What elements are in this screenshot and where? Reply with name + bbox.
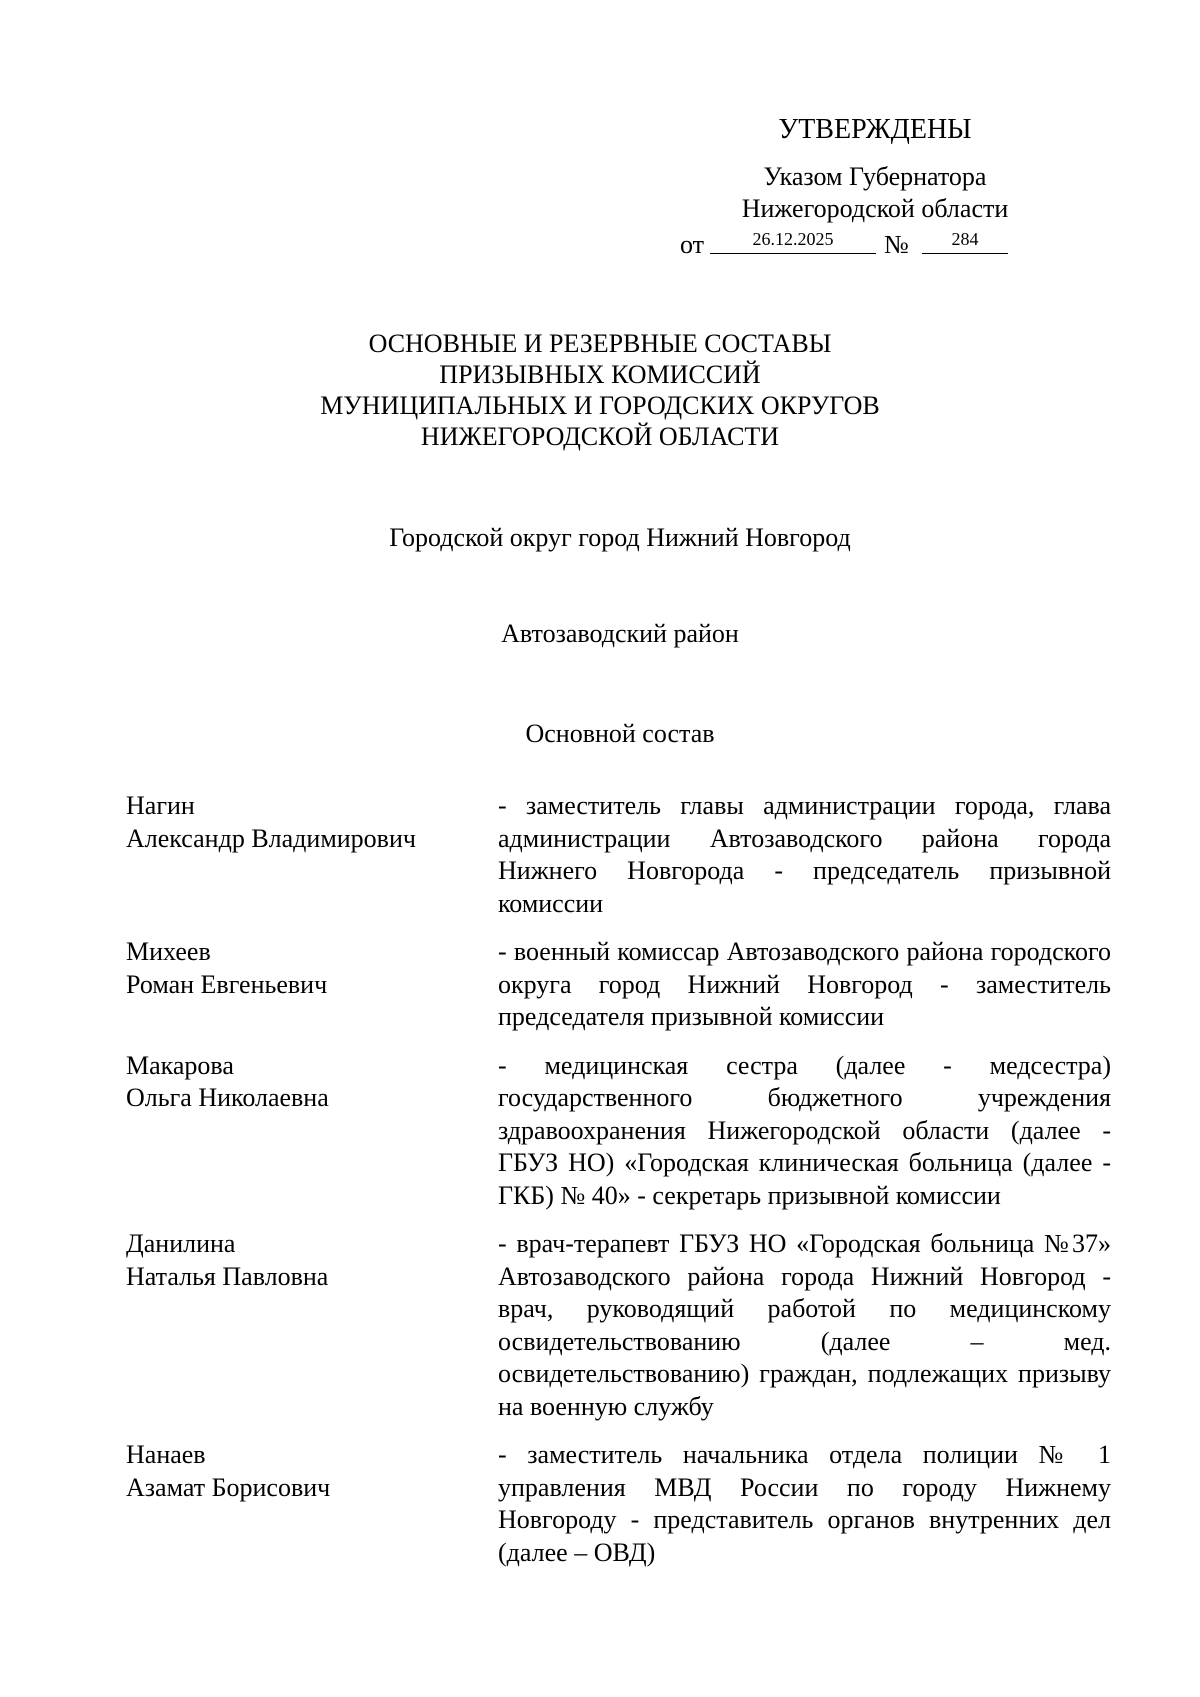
approval-block xyxy=(680,113,1070,259)
rayon-heading: Автозаводский район xyxy=(501,619,739,648)
decree-line-2: Нижегородской области xyxy=(741,194,1009,223)
title-line-4: НИЖЕГОРОДСКОЙ ОБЛАСТИ xyxy=(420,422,780,451)
approved-heading: УТВЕРЖДЕНЫ xyxy=(778,114,972,145)
member-given-names: Ольга Николаевна xyxy=(126,1083,329,1112)
title-line-1: ОСНОВНЫЕ И РЕЗЕРВНЫЕ СОСТАВЫ xyxy=(368,329,832,358)
member-entry xyxy=(126,1050,1111,1213)
member-given-names: Азамат Борисович xyxy=(126,1472,331,1502)
member-entry xyxy=(126,1439,1111,1569)
member-name xyxy=(126,790,498,920)
member-role: - медицинская сестра (далее - медсестра) государственного бюджетного учреждения здравоохранения Нижегородской области (далее - ГБУЗ НО) «Городская клиническая больница (далее - ГКБ) № 40» - секретарь призывной комиссии xyxy=(498,1050,1111,1210)
document-title xyxy=(0,328,1200,452)
decree-date-row xyxy=(680,225,1070,259)
number-sign: № xyxy=(884,230,909,259)
member-surname: Данилина xyxy=(126,1229,236,1258)
member-name xyxy=(126,936,498,1034)
member-surname: Нагин xyxy=(126,791,195,820)
member-entry xyxy=(126,1228,1111,1423)
title-line-3: МУНИЦИПАЛЬНЫХ И ГОРОДСКИХ ОКРУГОВ xyxy=(320,391,880,420)
member-given-names: Александр Владимирович xyxy=(126,823,416,853)
member-entry xyxy=(126,936,1111,1034)
composition-heading: Основной состав xyxy=(525,719,715,748)
decree-number: 284 xyxy=(922,225,1008,254)
member-name xyxy=(126,1228,498,1423)
member-surname: Нанаев xyxy=(126,1440,206,1469)
member-role: - врач-терапевт ГБУЗ НО «Городская больница №37» Автозаводского района города Нижний Новгород - врач, руководящий работой по медицинскому освидетельствованию (далее – мед. освидетельствованию) граждан, подлежащих призыву на военную службу xyxy=(498,1229,1111,1421)
member-given-names: Роман Евгеньевич xyxy=(126,969,328,999)
member-role: - военный комиссар Автозаводского района городского округа город Нижний Новгород - заместитель председателя призывной комиссии xyxy=(498,937,1111,1031)
decree-date: 26.12.2025 xyxy=(710,225,876,254)
member-given-names: Наталья Павловна xyxy=(126,1261,329,1291)
member-name xyxy=(126,1439,498,1569)
members-list xyxy=(126,790,1111,1585)
member-role: - заместитель начальника отдела полиции № 1 управления МВД России по городу Нижнему Новгороду - представитель органов внутренних дел (далее – ОВД) xyxy=(498,1440,1111,1567)
member-name xyxy=(126,1050,498,1213)
district-heading: Городской округ город Нижний Новгород xyxy=(389,523,851,552)
member-entry xyxy=(126,790,1111,920)
date-prefix: от xyxy=(680,230,705,259)
member-role: - заместитель главы администрации города, глава администрации Автозаводского района города Нижнего Новгорода - председатель призывной комиссии xyxy=(498,791,1111,918)
title-line-2: ПРИЗЫВНЫХ КОМИССИЙ xyxy=(439,360,761,389)
member-surname: Макарова xyxy=(126,1050,234,1080)
member-surname: Михеев xyxy=(126,937,211,966)
decree-line-1: Указом Губернатора xyxy=(763,162,987,191)
